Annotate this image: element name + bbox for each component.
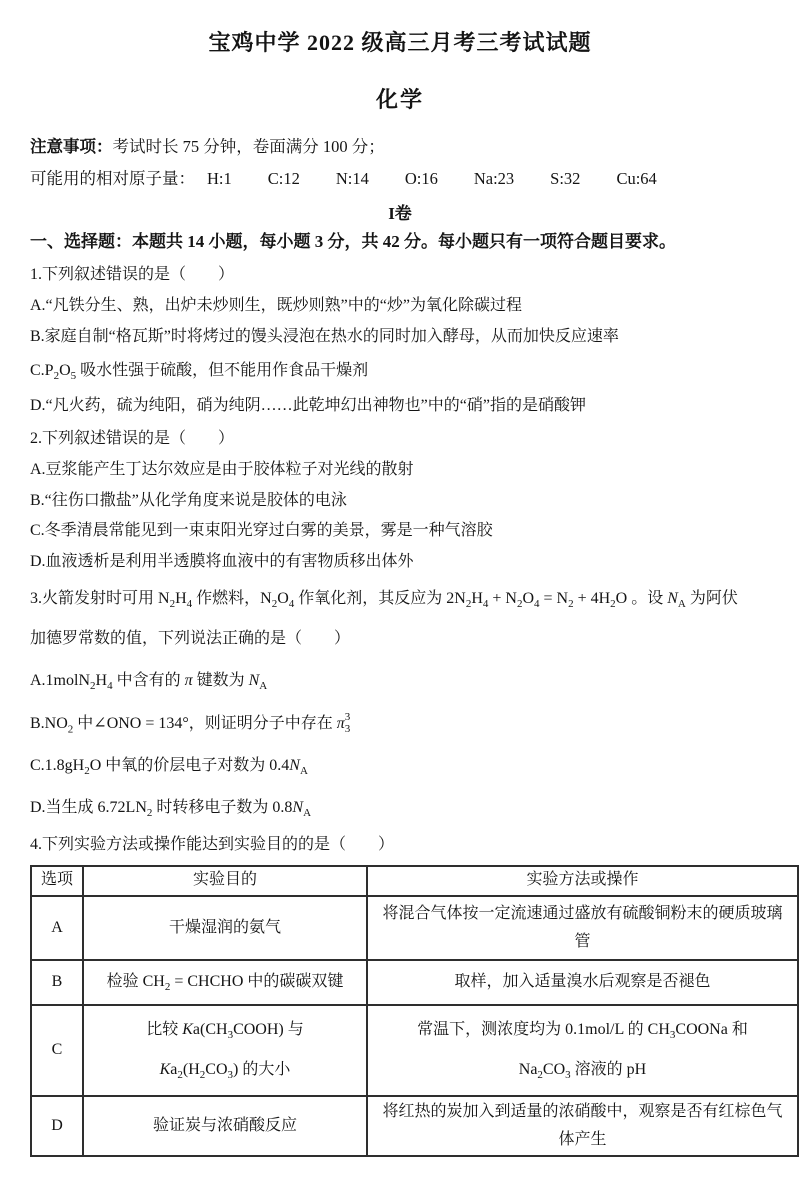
table-row (31, 1096, 798, 1156)
purpose-cell: 检验 $CH_2$ = CHCHO 中的碳碳双键 (83, 960, 367, 1005)
question-1-option-a: A.“凡铁分生、熟，出炉未炒则生，既炒则熟”中的“炒”为氧化除碳过程 (30, 296, 522, 314)
question-1-stem: 1.下列叙述错误的是（ ） (30, 265, 235, 283)
question-1-option-b: B.家庭自制“格瓦斯”时将烤过的馒头浸泡在热水的同时加入酵母，从而加快反应速率 (30, 327, 619, 345)
purpose-cell: 干燥湿润的氨气 (83, 896, 367, 960)
question-2-stem: 2.下列叙述错误的是（ ） (30, 429, 235, 447)
purpose-cell: 验证炭与浓硝酸反应 (83, 1096, 367, 1156)
question-1-option-d: D.“凡火药，硫为纯阳，硝为纯阴……此乾坤幻出神物也”中的“硝”指的是硝酸钾 (30, 397, 586, 415)
atomic-mass-item: C:12 (267, 169, 300, 189)
column-header-purpose: 实验目的 (83, 866, 367, 896)
question-1 (30, 265, 770, 417)
question-3-option-d: D.当生成 $6.72LN_2$ 时转移电子数为 $0.8N_A$ (30, 799, 312, 820)
atomic-mass-item: H:1 (207, 169, 232, 189)
question-2-option-a: A.豆浆能产生丁达尔效应是由于胶体粒子对光线的散射 (30, 460, 414, 478)
atomic-mass-item: S:32 (550, 169, 581, 189)
option-cell: B (31, 960, 83, 1005)
question-1-option-c: $C.P_2O_5$ 吸水性强于硫酸，但不能用作食品干燥剂 (30, 362, 369, 383)
question-2-option-d: D.血液透析是利用半透膜将血液中的有害物质移出体外 (30, 553, 414, 571)
question-3-option-b: $B.NO_2$ 中∠ONO = 134°，则证明分子中存在 π 3 3 (30, 711, 351, 736)
method-cell: 取样，加入适量溴水后观察是否褪色 (367, 960, 798, 1005)
question-3-stem-line1: 3.火箭发射时可用 $N_2H_4$ 作燃料，$N_2O_4$ 作氧化剂，其反应为 $2N_2H_4 + N_2O_4 = N_2 + 4H_2O$ 。设 $N_A$ 为阿伏 (30, 589, 738, 611)
table-row (31, 960, 798, 1005)
question-3-option-a: $A.1molN_2H_4$ 中含有的 π 键数为 $N_A$ (30, 671, 268, 692)
question-2-option-c: C.冬季清晨常能见到一束束阳光穿过白雾的美景，雾是一种气溶胶 (30, 522, 493, 540)
option-cell: A (31, 896, 83, 960)
question-4-stem: 4.下列实验方法或操作能达到实验目的的是（ ） (30, 836, 395, 854)
volume-heading: I卷 (388, 203, 412, 223)
notice-label: 注意事项： (30, 137, 113, 156)
method-cell: 将混合气体按一定流速通过盛放有硫酸铜粉末的硬质玻璃管 (367, 896, 798, 960)
experiment-table (30, 865, 799, 1157)
question-3-stem-line2: 加德罗常数的值，下列说法正确的是（ ） (30, 629, 351, 647)
purpose-cell: 比较 $Ka(CH_3COOH)$ 与 $Ka_2(H_2CO_3)$ 的大小 (83, 1005, 367, 1096)
notice-line (30, 136, 770, 157)
method-cell: 将红热的炭加入到适量的浓硝酸中，观察是否有红棕色气体产生 (367, 1096, 798, 1156)
exam-title: 宝鸡中学 2022 级高三月考三考试试题 (208, 30, 592, 55)
question-3 (30, 589, 770, 819)
table-header-row (31, 866, 798, 896)
table-row (31, 896, 798, 960)
question-2-option-b: B.“往伤口撒盐”从化学角度来说是胶体的电泳 (30, 491, 347, 509)
option-cell: D (31, 1096, 83, 1156)
atomic-mass-item: Na:23 (473, 169, 515, 189)
option-cell: C (31, 1005, 83, 1096)
question-3-option-c: $C.1.8gH_2O$ 中氧的价层电子对数为 $0.4N_A$ (30, 757, 308, 778)
atomic-mass-item: Cu:64 (616, 169, 657, 189)
section-heading: 一、选择题：本题共 14 小题，每小题 3 分，共 42 分。每小题只有一项符合题目要求。 (30, 231, 676, 251)
table-row (31, 1005, 798, 1096)
atomic-mass-item: N:14 (335, 169, 369, 189)
column-header-method: 实验方法或操作 (367, 866, 798, 896)
question-4 (30, 835, 783, 1157)
atomic-mass-item: O:16 (404, 169, 438, 189)
question-2 (30, 429, 770, 573)
column-header-option: 选项 (31, 866, 83, 896)
atomic-mass-line (30, 168, 770, 189)
notice-text: 考试时长 75 分钟，卷面满分 100 分； (112, 137, 385, 156)
atomic-mass-label: 可能用的相对原子量： (30, 169, 195, 189)
subject-title: 化学 (375, 87, 424, 112)
method-cell: 常温下，测浓度均为 0.1mol/L 的 $CH_3COONa$ 和 $Na_2CO_3$ 溶液的 pH (367, 1005, 798, 1096)
